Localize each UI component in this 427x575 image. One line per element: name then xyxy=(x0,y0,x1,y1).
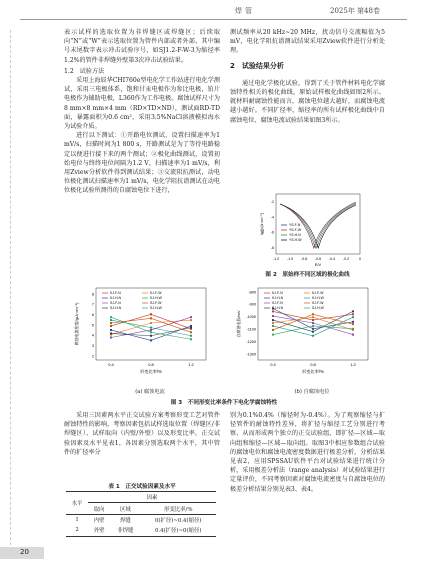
fig2-ylabel: lg(j)/(A·cm⁻²) xyxy=(260,212,264,236)
figure-2 xyxy=(258,190,368,270)
table1-caption: 表 1 正交试验因素及水平 xyxy=(108,484,176,490)
fig3a-xtick: 0.8 xyxy=(148,362,154,367)
fig3b-point xyxy=(312,328,314,330)
fig2-xtick: -0.4 xyxy=(328,257,336,261)
fig3b-xtick: 0.4 xyxy=(270,362,276,367)
fig3b-subcaption: (b) 自腐蚀电位 xyxy=(294,389,330,395)
table1-header-region: 区域 xyxy=(119,506,131,513)
fig3a-legend-label: KJ-F-N xyxy=(110,291,121,295)
fig3a-subcaption: (a) 腐蚀电流 xyxy=(135,389,165,395)
fig3b-point xyxy=(312,331,314,333)
fig3a-point xyxy=(110,319,112,321)
fig2-ytick: -2 xyxy=(270,200,274,204)
journal-name: 焊管 xyxy=(235,7,255,15)
fig3a-point xyxy=(150,317,152,319)
page-header xyxy=(0,0,427,22)
table-cell: 焊缝 xyxy=(119,517,131,524)
fig3b-point xyxy=(272,329,274,331)
fig3b-legend-label: KJ-F-N xyxy=(272,291,283,295)
fig3b-ytick: -900 xyxy=(248,302,256,307)
fig3b-legend-label: SJ-H-W xyxy=(312,306,324,310)
bottom-right-column xyxy=(230,411,385,494)
table-row xyxy=(66,514,216,525)
fig2-xlabel: E/V xyxy=(314,262,322,267)
fig3b-point xyxy=(352,334,354,336)
fig3b-point xyxy=(272,325,274,327)
fig3a-point xyxy=(190,316,192,318)
binding-edge xyxy=(10,30,11,550)
fig3a-point xyxy=(150,329,152,331)
bottom-right-paragraph: 别为0.1%0.4%（缩径时为-0.4%）。为了观察缩径与扩径管件的耐蚀特性差异，将扩径与缩径工艺分别进行考察，从而形成两个独立的正交试验组，即扩径—区域—取向组和缩径—区域—取向组。取图3中相应参数组合试验的腐蚀电位和腐蚀电流密度数据进行极差分析，分析结果见表2，应用SPSSAU软件平台对试验结果进行统计分析，采用极差分析法（range analysis）对试验结果进行定量评价，不同考察因素对腐蚀电流密度与自腐蚀电位的极差分析结果分别见表3、表4。 xyxy=(230,412,385,493)
fig2-xtick: 0 xyxy=(359,257,361,261)
fig3b-point xyxy=(352,328,354,330)
fig2-legend-label: YS-F-W xyxy=(289,228,302,232)
fig3a-ytick: 6 xyxy=(91,312,94,317)
fig3b-point xyxy=(352,310,354,312)
table1-header-ratio: 形变比率/% xyxy=(163,506,193,513)
fig2-plot xyxy=(258,190,368,270)
fig3a-legend-label: SJ-H-W xyxy=(150,306,162,310)
bottom-left-column xyxy=(64,411,220,457)
fig3a-legend-label: KJ-H-N xyxy=(110,296,122,300)
fig3b-legend-label: KJ-H-W xyxy=(312,296,324,300)
fig3a-point xyxy=(190,327,192,329)
fig3b-xtick: 1.2 xyxy=(350,362,356,367)
bottom-left-paragraph: 采用三因素两水平正交试验方案考察形变工艺对管件耐蚀特性的影响，考察因素包括试样选取位置（焊缝区/非焊缝区）、试样取向（内壁/外壁）以及形变比率，正交试验因素及水平见表1，各因素分别选取两个水平，其中管件的扩径率分 xyxy=(64,412,220,456)
fig3a-ylabel: 腐蚀电流密度/(μA·cm⁻²) xyxy=(74,302,79,346)
fig3a-point xyxy=(190,335,192,337)
fig3a-point xyxy=(150,339,152,341)
fig3a-ytick: 4 xyxy=(91,333,94,338)
fig3b-point xyxy=(312,319,314,321)
fig2-ytick: -6 xyxy=(270,230,274,235)
table-row xyxy=(66,525,216,536)
fig3a-point xyxy=(150,335,152,337)
fig3a-point xyxy=(110,337,112,339)
fig2-legend-label: YS-H-N xyxy=(289,233,301,237)
fig3b-series-line xyxy=(273,311,353,320)
right-column xyxy=(230,28,385,125)
fig3a-ytick: 5 xyxy=(91,323,94,328)
fig3a-point xyxy=(110,332,112,334)
fig2-caption: 图 2 原始样不同区域的极化曲线 xyxy=(265,272,350,278)
table1-header-level: 水平 xyxy=(66,492,88,515)
table-cell: 0.4(扩径)~0(缩径) xyxy=(154,528,202,535)
fig3a-legend-label: SJ-F-N xyxy=(110,301,121,305)
table-cell: 内壁 xyxy=(93,517,105,524)
fig3b-plot xyxy=(232,282,382,386)
page-number: 20 xyxy=(20,548,29,556)
table-cell: 0(扩径)~0.4(缩径) xyxy=(154,517,202,524)
fig3b-legend-label: SJ-F-W xyxy=(312,301,324,305)
fig3b-point xyxy=(272,319,274,321)
fig3b-point xyxy=(352,323,354,325)
fig3-caption: 图 3 不同形变比率条件下电化学腐蚀特性 xyxy=(170,400,278,406)
right-paragraph-1: 测试频率从20 kHz~20 MHz，扰动信号交流幅值为5 mV，电化学阻抗谱测试结果采用Zview软件进行分析处理。 xyxy=(230,29,385,55)
fig3a-point xyxy=(150,331,152,333)
fig3b-ytick: -1300 xyxy=(246,352,256,357)
fig3b-series-line xyxy=(273,326,353,335)
fig3b-point xyxy=(272,334,274,336)
fig3a-xtick: 1.2 xyxy=(188,362,194,367)
fig3b-point xyxy=(352,321,354,323)
fig3b-ytick: -1200 xyxy=(246,339,256,344)
fig3a-point xyxy=(190,325,192,327)
table-cell: 外壁 xyxy=(93,528,105,535)
fig3b-point xyxy=(352,313,354,315)
table-cell: 2 xyxy=(75,527,79,534)
fig3a-xlabel: 形变比率/% xyxy=(140,369,162,374)
fig3a-point xyxy=(190,338,192,340)
fig3b-xlabel: 形变比率/% xyxy=(302,369,324,374)
fig3b-point xyxy=(312,335,314,337)
left-paragraph-3: 进行以下测试：①开路电位测试，设置扫描速率为1 mV/s，扫描时间为1 800 s，开路测试是为了等待电路稳定以便进行接下来的两个测试；②极化曲线测试，设置初始电位与终终电位间隔为1.2 V，扫描速率为1 mV/s，利用Zview分析软件得到测试结果；③交流阻抗测试，动电位极化测试扫描速率为1 mV/s，电化学阻抗谱测试在动电位极化试验所测得的自腐蚀电位下进行， xyxy=(64,132,220,195)
header-rule xyxy=(20,19,407,20)
fig2-xtick: -0.2 xyxy=(342,257,350,261)
left-column xyxy=(64,28,220,196)
fig3a-ytick: 8 xyxy=(91,292,94,297)
fig3a-ytick: 3 xyxy=(91,343,94,348)
fig3a-point xyxy=(110,316,112,318)
fig3a-legend-label: KJ-F-W xyxy=(150,291,162,295)
fig2-ytick: -8 xyxy=(270,246,274,250)
fig3a-legend-label: KJ-H-W xyxy=(150,296,162,300)
table1-group-header: 因素 xyxy=(88,492,216,503)
table1-header-orient: 取向 xyxy=(93,506,105,513)
fig2-xtick: -1.0 xyxy=(286,257,294,261)
left-paragraph-2: 采用上海辰华CHI760e型电化学工作站进行电化学测试，采用三电极体系，饱和甘汞电极作为参比电极，铂片电极作为辅助电极，L360作为工作电极。腐蚀试样尺寸为8 mm×8 mm×4 mm（RD×TD×ND），测试面RD-TD面，暴露面积为0.6 cm²，采用3.5%NaCl溶液模拟海水为试验介质。 xyxy=(64,77,220,131)
fig3b-xtick: 0.8 xyxy=(310,362,316,367)
fig3b-point xyxy=(352,316,354,318)
fig3b-legend-label: KJ-H-N xyxy=(272,296,284,300)
fig3b-point xyxy=(272,310,274,312)
table-1 xyxy=(66,491,216,537)
page-number-tab xyxy=(0,547,44,559)
fig2-xtick: -0.8 xyxy=(300,257,308,261)
fig3a-point xyxy=(150,313,152,315)
fig2-legend-label: YS-F-N xyxy=(289,223,301,227)
section-heading-2: 2 试验结果分析 xyxy=(230,61,284,70)
fig3a-point xyxy=(150,327,152,329)
fig3b-point xyxy=(312,322,314,324)
fig3b-point xyxy=(312,313,314,315)
table-cell: 1 xyxy=(75,516,79,523)
fig3a-point xyxy=(110,329,112,331)
fig3a-legend-label: SJ-F-W xyxy=(150,301,162,305)
fig3b-ytick: -1100 xyxy=(246,327,256,332)
section-heading-1-2: 1.2 试验方法 xyxy=(64,67,105,75)
fig3a-ytick: 2 xyxy=(91,354,94,359)
figure-3a xyxy=(70,282,220,386)
fig3a-point xyxy=(190,319,192,321)
fig3a-point xyxy=(190,331,192,333)
fig3b-ylabel: 自腐蚀电位/mV xyxy=(236,310,241,338)
fig3a-point xyxy=(110,325,112,327)
fig2-ytick: -4 xyxy=(270,215,274,220)
fig3a-point xyxy=(110,322,112,324)
fig3b-point xyxy=(312,325,314,327)
fig3a-legend-label: SJ-H-N xyxy=(110,306,122,310)
fig3b-legend-label: KJ-F-W xyxy=(312,291,324,295)
right-paragraph-2: 通过电化学极化试验，得到了关于管件材料电化学腐蚀特性相关的极化曲线，原始试样极化曲线如图2所示。就材料耐腐蚀性能而言，腐蚀电位越大越好，而腐蚀电流越小越好。不同扩径率、缩径率的所有试样极化曲线中自腐蚀电位、腐蚀电流试验结果如图3所示。 xyxy=(230,79,385,124)
fig3b-legend-label: SJ-H-N xyxy=(272,306,284,310)
left-paragraph-1: 表示试样的选取位置为非焊缝区或焊缝区；后续取向“N”或“W”表示选取位置为管件内部或者外部，其中编号末尾数字表示冲击试验序号，如SJ1.2-F-W-3为缩径率1.2%的管件非焊缝外壁第3次冲击试验结果。 xyxy=(64,29,220,64)
year-issue: 2025年 第48卷 xyxy=(330,7,380,15)
fig3b-ytick: -800 xyxy=(248,290,256,295)
fig2-legend-label: YS-H-W xyxy=(289,238,302,242)
fig3b-legend-label: SJ-F-N xyxy=(272,301,283,305)
fig3a-xtick: 0.4 xyxy=(108,362,114,367)
fig3b-point xyxy=(272,315,274,317)
fig3a-point xyxy=(150,322,152,324)
fig3b-point xyxy=(312,316,314,318)
fig2-xtick: -1.2 xyxy=(272,257,280,261)
figure-3b xyxy=(232,282,382,386)
fig3b-point xyxy=(272,322,274,324)
fig3a-plot xyxy=(70,282,220,386)
fig3a-ytick: 7 xyxy=(91,302,94,307)
fig3b-ytick: -1000 xyxy=(246,315,256,320)
table-cell: 非焊缝 xyxy=(117,528,134,535)
fig2-xtick: -0.6 xyxy=(314,257,322,261)
